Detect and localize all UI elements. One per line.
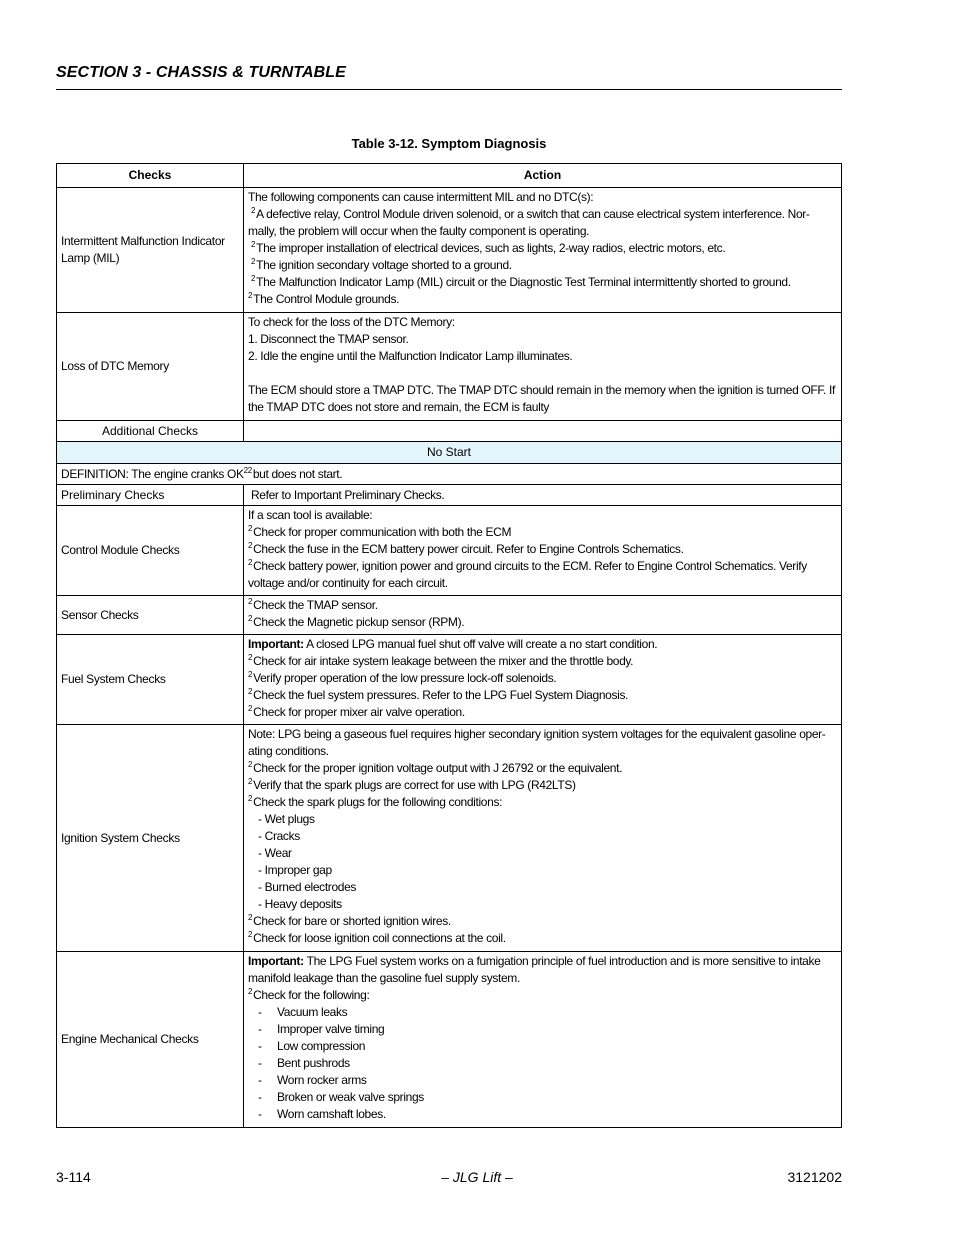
action-text: The following components can cause intermittent MIL and no DTC(s):: [248, 190, 594, 204]
action-cell: [244, 188, 842, 313]
bullet-item: $^2$Check for proper communication with both the ECM: [248, 524, 512, 539]
check-cell: Sensor Checks: [57, 596, 244, 635]
condition-item: - Cracks: [258, 829, 300, 843]
check-cell: Fuel System Checks: [57, 635, 244, 725]
table-row: [57, 313, 842, 421]
important-note: Important: A closed LPG manual fuel shut off valve will create a no start condition.: [248, 637, 658, 651]
mechanical-item: - Broken or weak valve springs: [258, 1090, 424, 1104]
action-cell: [244, 725, 842, 952]
table-row: [57, 188, 842, 313]
condition-item: - Heavy deposits: [258, 897, 342, 911]
bullet-continuation: mally, the problem will occur when the faulty component is operating.: [248, 224, 590, 238]
section-title: SECTION 3 - CHASSIS & TURNTABLE: [56, 64, 346, 81]
bullet-item: $^2$Check for the proper ignition voltage output with J 26792 or the equivalent.: [248, 760, 623, 775]
action-text: If a scan tool is available:: [248, 508, 373, 522]
check-cell: Intermittent Malfunction Indicator Lamp (MIL): [57, 188, 244, 313]
mechanical-item: - Worn camshaft lobes.: [258, 1107, 386, 1121]
definition-cell: DEFINITION: The engine cranks OK$^{22}$but does not start.: [57, 464, 842, 485]
bullet-marker: 2: [250, 206, 256, 215]
bullet-item: $^2$The ignition secondary voltage shorted to a ground.: [250, 257, 512, 272]
bullet-item: $^2$Check the spark plugs for the following conditions:: [248, 794, 503, 809]
check-cell: Loss of DTC Memory: [57, 313, 244, 421]
important-continuation: manifold leakage than the gasoline fuel supply system.: [248, 971, 520, 985]
mechanical-item: - Low compression: [258, 1039, 366, 1053]
column-header-action: Action: [244, 164, 842, 188]
footer-brand: – JLG Lift –: [441, 1169, 513, 1185]
bullet-item: $^2$Check the Magnetic pickup sensor (RPM).: [248, 614, 465, 629]
check-cell: Additional Checks: [57, 421, 244, 442]
table-row: [57, 421, 842, 442]
step-item: 1. Disconnect the TMAP sensor.: [248, 332, 409, 346]
action-cell: [244, 313, 842, 421]
important-note: Important: The LPG Fuel system works on a fumigation principle of fuel introduction and is more sensitive to intake: [248, 954, 821, 968]
table-row: [57, 506, 842, 596]
section-rule: [56, 89, 842, 90]
no-start-heading: No Start: [57, 442, 842, 464]
document-number: 3121202: [787, 1169, 842, 1185]
table-row: [57, 485, 842, 506]
action-text: To check for the loss of the DTC Memory:: [248, 315, 455, 329]
action-cell: Refer to Important Preliminary Checks.: [244, 485, 842, 506]
condition-item: - Wear: [258, 846, 292, 860]
table-row: [57, 725, 842, 952]
check-cell: Preliminary Checks: [57, 485, 244, 506]
bullet-item: $^2$The improper installation of electrical devices, such as lights, 2-way radios, electric motors, etc.: [250, 240, 726, 255]
bullet-continuation: voltage and/or continuity for each circuit.: [248, 576, 448, 590]
definition-row: [57, 464, 842, 485]
check-cell: Ignition System Checks: [57, 725, 244, 952]
condition-item: - Improper gap: [258, 863, 332, 877]
column-header-checks: Checks: [57, 164, 244, 188]
action-cell: [244, 421, 842, 442]
bullet-item: $^2$Check battery power, ignition power and ground circuits to the ECM. Refer to Engine Control Schematics. Verify: [248, 558, 807, 573]
bullet-item: $^2$A defective relay, Control Module driven solenoid, or a switch that can cause electrical system interference. Nor-: [250, 206, 810, 221]
condition-item: - Wet plugs: [258, 812, 315, 826]
note-continuation: ating conditions.: [248, 744, 329, 758]
action-text: the TMAP DTC does not store and remain, the ECM is faulty: [248, 400, 550, 414]
action-text: The ECM should store a TMAP DTC. The TMAP DTC should remain in the memory when the ignition is turned OFF. If: [248, 383, 835, 397]
table-row: [57, 596, 842, 635]
spacer: [248, 365, 837, 382]
bullet-item: $^2$Check for bare or shorted ignition wires.: [248, 913, 451, 928]
bullet-item: $^2$Check for proper mixer air valve operation.: [248, 704, 465, 719]
mechanical-item: - Worn rocker arms: [258, 1073, 367, 1087]
table-row: [57, 635, 842, 725]
check-cell: Control Module Checks: [57, 506, 244, 596]
check-cell: Engine Mechanical Checks: [57, 952, 244, 1128]
action-cell: [244, 506, 842, 596]
table-row: [57, 952, 842, 1128]
action-cell: [244, 596, 842, 635]
page-number: 3-114: [56, 1169, 91, 1185]
mechanical-item: - Vacuum leaks: [258, 1005, 348, 1019]
bullet-item: $^2$The Malfunction Indicator Lamp (MIL) circuit or the Diagnostic Test Terminal intermittently shorted to ground.: [250, 274, 791, 289]
bullet-item: $^2$Check for loose ignition coil connections at the coil.: [248, 930, 506, 945]
bullet-item: $^2$Check for the following:: [248, 987, 370, 1002]
action-cell: [244, 952, 842, 1128]
step-item: 2. Idle the engine until the Malfunction Indicator Lamp illuminates.: [248, 349, 573, 363]
section-row: [57, 442, 842, 464]
action-cell: [244, 635, 842, 725]
mechanical-item: - Bent pushrods: [258, 1056, 350, 1070]
condition-item: - Burned electrodes: [258, 880, 357, 894]
bullet-item: $^2$Verify that the spark plugs are correct for use with LPG (R42LTS): [248, 777, 576, 792]
bullet-item: $^2$Verify proper operation of the low pressure lock-off solenoids.: [248, 670, 557, 685]
mechanical-item: - Improper valve timing: [258, 1022, 385, 1036]
symptom-diagnosis-table: [56, 163, 842, 1128]
bullet-item: $^2$Check the fuel system pressures. Refer to the LPG Fuel System Diagnosis.: [248, 687, 629, 702]
bullet-item: $^2$Check the TMAP sensor.: [248, 597, 378, 612]
bullet-item: $^2$The Control Module grounds.: [248, 291, 400, 306]
bullet-item: $^2$Check the fuse in the ECM battery power circuit. Refer to Engine Controls Schematics.: [248, 541, 684, 556]
bullet-item: $^2$Check for air intake system leakage between the mixer and the throttle body.: [248, 653, 634, 668]
table-header-row: [57, 164, 842, 188]
table-caption: Table 3-12. Symptom Diagnosis: [351, 136, 547, 151]
note-text: Note: LPG being a gaseous fuel requires higher secondary ignition system voltages for the equivalent gasoline oper-: [248, 727, 826, 741]
